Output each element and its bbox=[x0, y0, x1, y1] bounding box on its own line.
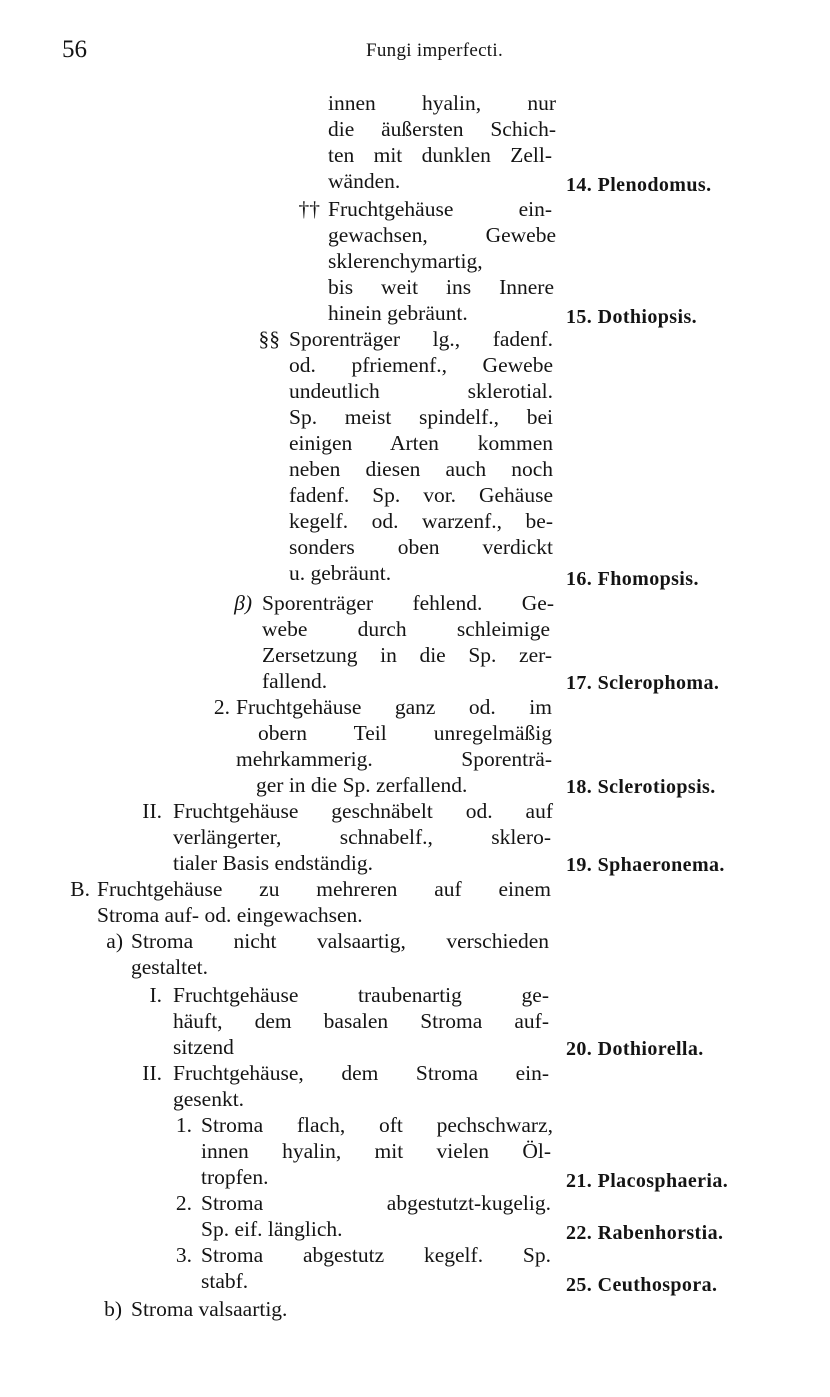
entry-marker: 3. bbox=[175, 1243, 192, 1267]
entry-marker: a) bbox=[106, 929, 123, 953]
genus-name: 22. Rabenhorstia. bbox=[566, 1222, 724, 1244]
entry-marker: II. bbox=[142, 1061, 162, 1085]
entry-marker: §§ bbox=[258, 327, 280, 351]
genus-name: 19. Sphaeronema. bbox=[566, 854, 725, 876]
entry-marker: †† bbox=[298, 197, 320, 221]
genus-name: 16. Fhomopsis. bbox=[566, 568, 699, 590]
entry-marker: II. bbox=[142, 799, 162, 823]
entry-marker: B. bbox=[70, 877, 90, 901]
page-number: 56 bbox=[62, 36, 87, 63]
entry-marker: 2. bbox=[175, 1191, 192, 1215]
entry-marker: 1. bbox=[175, 1113, 192, 1137]
genus-name: 14. Plenodomus. bbox=[566, 174, 712, 196]
running-head: Fungi imperfecti. bbox=[366, 40, 504, 61]
entry-marker: b) bbox=[104, 1297, 122, 1321]
genus-name: 21. Placosphaeria. bbox=[566, 1170, 729, 1192]
genus-name: 17. Sclerophoma. bbox=[566, 672, 720, 694]
entry-marker: 2. bbox=[213, 695, 230, 719]
genus-name: 18. Sclerotiopsis. bbox=[566, 776, 716, 798]
entry-marker: β) bbox=[234, 591, 252, 615]
genus-name: 20. Dothiorella. bbox=[566, 1038, 704, 1060]
genus-name: 25. Ceuthospora. bbox=[566, 1274, 718, 1296]
entry-marker: I. bbox=[149, 983, 162, 1007]
genus-name: 15. Dothiopsis. bbox=[566, 306, 698, 328]
